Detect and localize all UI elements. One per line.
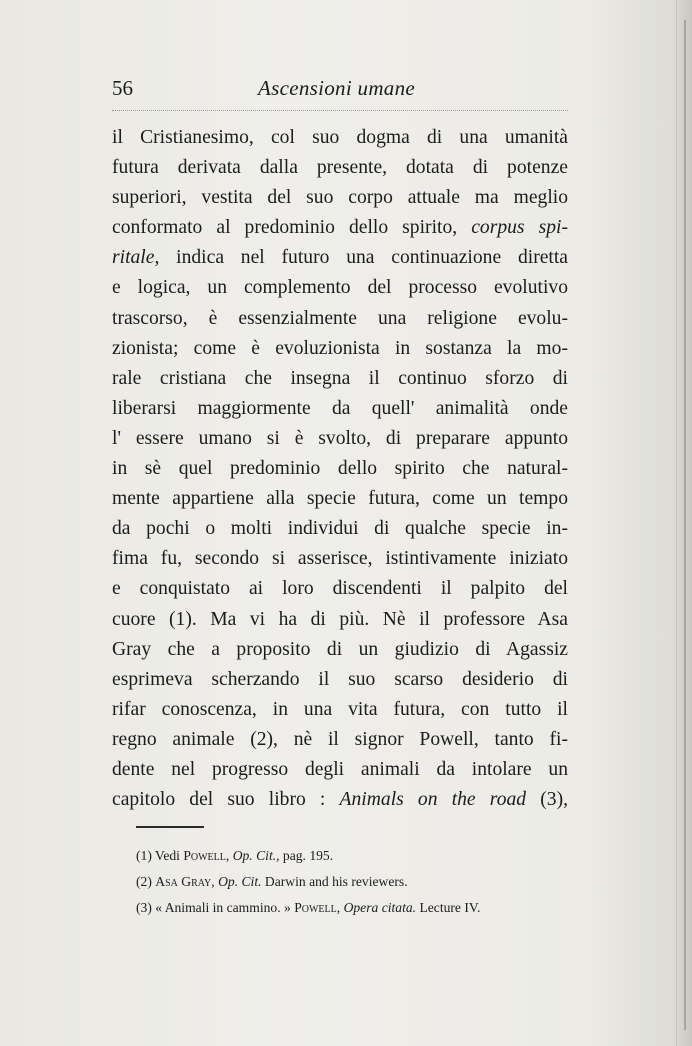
text-line [112, 544, 568, 574]
text-segment: il Cristianesimo, col suo dogma di una umanità [112, 127, 568, 148]
italic-text: Opera citata. [343, 900, 417, 915]
text-segment: zionista; come è evoluzionista in sostanza la mo- [112, 337, 568, 359]
italic-text: Animals on the road [339, 789, 527, 811]
footnotes [136, 843, 576, 921]
text-line [112, 785, 568, 815]
running-header [112, 76, 568, 104]
text-segment: trascorso, è essenzialmente una religione evolu- [112, 307, 568, 329]
italic-text: ritale, [112, 247, 160, 269]
text-line [112, 273, 568, 303]
page-edge-fold [676, 0, 677, 1046]
text-line [112, 695, 568, 725]
text-line [112, 605, 568, 635]
text-line [112, 364, 568, 394]
text-segment: conformato al predominio dello spirito, [112, 217, 472, 239]
italic-text: corpus spi- [471, 217, 568, 239]
header-rule [112, 110, 568, 111]
text-segment: e logica, un complemento del processo evolutivo [112, 277, 568, 299]
text-segment: (3), [526, 789, 569, 811]
page-number: 56 [112, 76, 133, 100]
text-line [112, 243, 568, 273]
footnote-rule [136, 826, 204, 828]
running-title: Ascensioni umane [258, 76, 416, 100]
text-segment: da pochi o molti individui di qualche specie in- [112, 518, 568, 540]
text-segment: mente appartiene alla specie futura, come un tempo [112, 488, 568, 510]
text-line [112, 213, 568, 243]
text-segment: Darwin and his reviewers. [261, 874, 408, 889]
author-name: Asa Gray, [155, 874, 215, 889]
author-name: Powell, [294, 900, 341, 915]
text-segment: futura derivata dalla presente, dotata di potenze [112, 157, 568, 179]
footnote [136, 869, 576, 895]
text-segment: (1) Vedi [136, 848, 184, 863]
text-line [112, 304, 568, 334]
text-segment: regno animale (2), nè il signor Powell, tanto fi- [112, 728, 568, 750]
text-segment: rale cristiana che insegna il continuo sforzo di [112, 367, 568, 389]
text-segment: fima fu, secondo si asserisce, istintivamente iniziato [112, 548, 568, 570]
body-text [112, 123, 568, 815]
text-line [112, 153, 568, 183]
text-segment: Lecture IV. [416, 900, 481, 915]
text-line [112, 424, 568, 454]
text-line [112, 514, 568, 544]
text-segment: (2) [136, 874, 156, 889]
text-segment: l' essere umano si è svolto, di preparare appunto [112, 427, 568, 449]
footnote [136, 895, 576, 921]
text-segment: pag. 195. [279, 848, 334, 863]
text-line [112, 183, 568, 213]
text-segment: superiori, vestita del suo corpo attuale ma meglio [112, 187, 568, 209]
text-segment: e conquistato ai loro discendenti il palpito del [112, 578, 568, 600]
text-segment: liberarsi maggiormente da quell' animalità onde [112, 397, 568, 419]
text-segment: capitolo del suo libro : [112, 789, 340, 811]
text-line [112, 574, 568, 604]
text-line [112, 725, 568, 755]
text-line [112, 123, 568, 153]
text-line [112, 755, 568, 785]
text-line [112, 334, 568, 364]
text-line [112, 454, 568, 484]
text-segment: in sè quel predominio dello spirito che natural- [112, 458, 568, 480]
text-line [112, 665, 568, 695]
text-segment: indica nel futuro una continuazione diretta [159, 247, 568, 269]
author-name: Powell, [183, 848, 230, 863]
text-line [112, 394, 568, 424]
footnote [136, 843, 576, 869]
text-segment: rifar conoscenza, in una vita futura, con tutto il [112, 698, 568, 720]
text-segment: Gray che a proposito di un giudizio di Agassiz [112, 638, 568, 660]
text-segment: cuore (1). Ma vi ha di più. Nè il professore Asa [112, 608, 568, 630]
italic-text: Op. Cit., [232, 848, 280, 863]
italic-text: Op. Cit. [218, 874, 262, 889]
text-segment: (3) « Animali in cammino. » [136, 900, 295, 915]
text-line [112, 484, 568, 514]
page-edge-shadow [684, 20, 686, 1030]
text-segment: esprimeva scherzando il suo scarso desiderio di [112, 668, 568, 690]
text-segment: dente nel progresso degli animali da intolare un [112, 758, 568, 780]
text-line [112, 635, 568, 665]
